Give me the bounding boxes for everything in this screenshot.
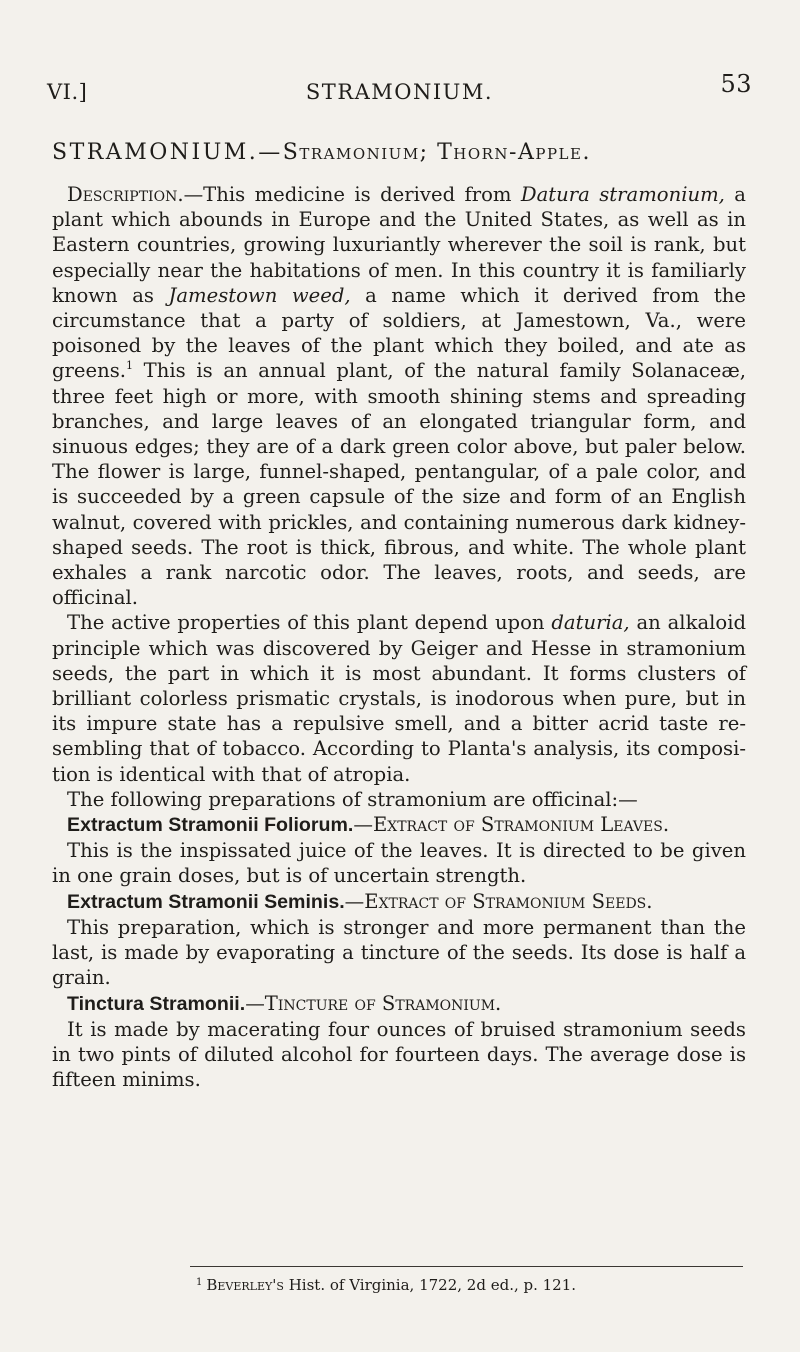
preparation-text: It is made by macerating four ounces of bruised stramonium seeds in two pints of diluted alcohol for fourteen days. The average dose is fifteen minims.: [52, 1017, 746, 1092]
footnote-divider: [190, 1266, 743, 1267]
preparation-text: This preparation, which is stronger and more permanent than the last, is made by evaporating a tincture of the seeds. Its dose is half a grain.: [52, 915, 746, 990]
active-properties-paragraph: The active properties of this plant depend upon daturia, an alkaloid principle which was discovered by Geiger and Hesse in stramonium seeds, the part in which it is most abundant. It forms clusters of brilliant colorless prismatic crystals, is inodorous when pure, but in its impure state has a repulsive smell, and a bitter acrid taste re- sembling that of tobacco. According to Planta's analysis, its composi- tion is identical with that of atropia.: [52, 611, 747, 786]
preparation-latin: Extractum Stramonii Seminis.: [67, 890, 345, 913]
footnote: [196, 1276, 576, 1294]
footnote-author: Beverley's: [206, 1276, 284, 1294]
heading-main: STRAMONIUM.: [52, 140, 259, 165]
preparations-intro: The following preparations of stramonium are officinal:—: [67, 787, 638, 811]
footnote-mark: 1: [196, 1277, 203, 1288]
latin-name: Datura stramonium,: [520, 183, 725, 206]
preparation-english: Tincture of Stramonium.: [264, 991, 502, 1015]
chapter-marker: VI.]: [47, 80, 88, 104]
description-paragraph: Description.—This medicine is derived from Datura stramonium, a plant which abounds in Europe and the United States, as well as in Eastern countries, growing luxuriantly wherever the soil is rank, but especially near the habitations of men. In this country it is familiarly known as Jamestown weed, a name which it derived from the circumstance that a party of soldiers, at Jamestown, Va., were poisoned by the leaves of the plant which they boiled, and ate as greens.$^1$ This is an annual plant, of the natural family Solanaceæ, three feet high or more, with smooth shining stems and spreading branches, and large leaves of an elongated triangular form, and sinuous edges; they are of a dark green color above, but paler below. The flower is large, funnel-shaped, pentangular, of a pale color, and is succeeded by a green capsule of the size and form of an English walnut, covered with prickles, and containing numerous dark kidney-shaped seeds. The root is thick, fibrous, and white. The whole plant exhales a rank narcotic odor. The leaves, roots, and seeds, are officinal.: [52, 183, 746, 610]
footnote-text: Hist. of Virginia, 1722, 2d ed., p. 121.: [283, 1276, 577, 1294]
preparation-text: This is the inspissated juice of the leaves. It is directed to be given in one grain doses, but is of uncertain strength.: [52, 839, 746, 888]
main-text: [52, 138, 746, 1092]
preparation-heading: Tinctura Stramonii.—Tincture of Stramonium.: [67, 991, 502, 1015]
running-title: STRAMONIUM.: [305, 80, 494, 104]
running-head: [47, 70, 752, 110]
footnote-ref: 1: [126, 359, 134, 373]
alkaloid-name: daturia,: [551, 611, 630, 635]
heading-dash: —: [258, 140, 283, 165]
preparation-latin: Extractum Stramonii Foliorum.: [67, 814, 354, 837]
heading-alt-names: Stramonium; Thorn-Apple.: [282, 140, 591, 165]
preparation-heading: Extractum Stramonii Seminis.—Extract of Stramonium Seeds.: [67, 889, 653, 913]
preparation-english: Extract of Stramonium Seeds.: [364, 889, 653, 913]
description-label: Description.: [67, 183, 184, 206]
preparation-heading: Extractum Stramonii Foliorum.—Extract of Stramonium Leaves.: [67, 813, 670, 837]
section-heading: [52, 138, 746, 168]
common-name: Jamestown weed,: [168, 283, 351, 307]
preparation-english: Extract of Stramonium Leaves.: [372, 813, 670, 837]
page-number: 53: [720, 70, 752, 98]
preparation-latin: Tinctura Stramonii.: [67, 992, 246, 1015]
